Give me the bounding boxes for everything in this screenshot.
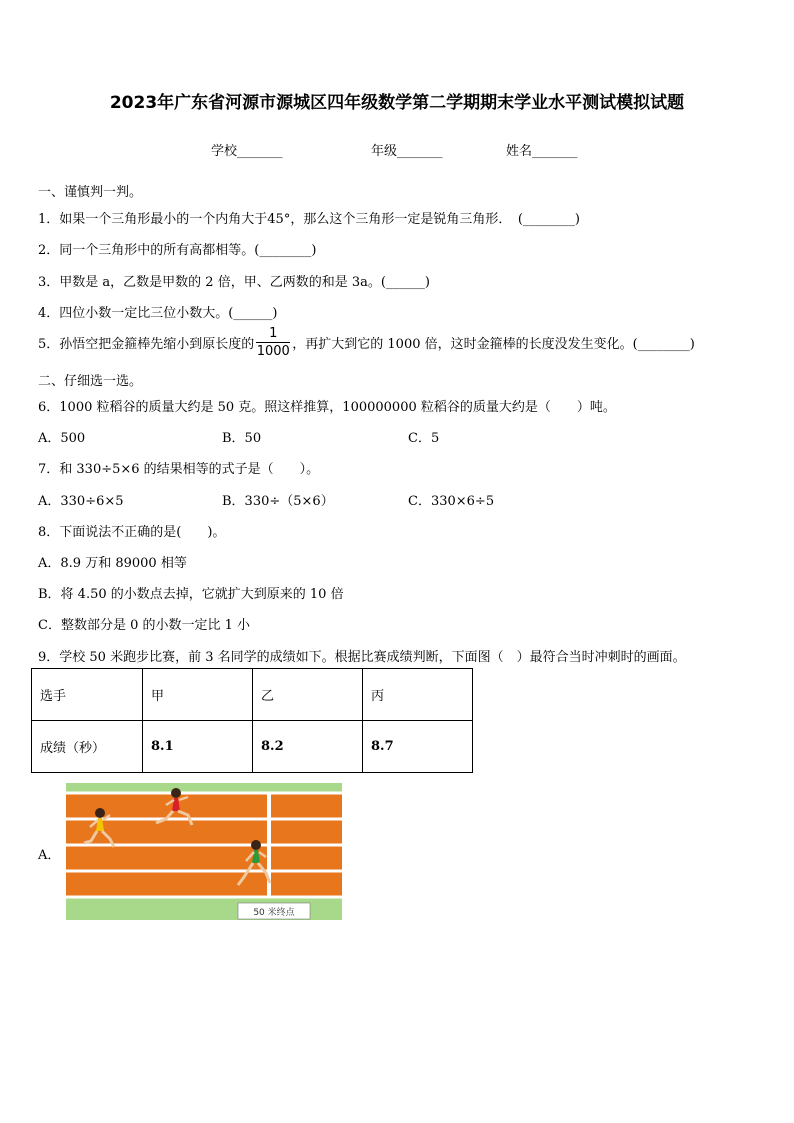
section2-heading: 二、仔细选一选。 (38, 374, 143, 389)
question-5-text-after: ，再扩大到它的 1000 倍，这时金箍棒的长度没发生变化。(________) (292, 337, 695, 352)
table-cell: 8.7 (363, 721, 473, 773)
question-4: 4．四位小数一定比三位小数大。(______) (38, 306, 278, 321)
name-field[interactable]: 姓名_______ (506, 144, 578, 159)
q6-option-b[interactable]: B．50 (222, 431, 262, 446)
question-3: 3．甲数是 a，乙数是甲数的 2 倍，甲、乙两数的和是 3a。(______) (38, 275, 430, 290)
question-5 (38, 327, 695, 358)
question-6: 6．1000 粒稻谷的质量大约是 50 克。照这样推算，100000000 粒稻谷的质量大约是（ ）吨。 (38, 400, 616, 415)
table-cell: 乙 (253, 669, 363, 721)
q8-option-c[interactable]: C．整数部分是 0 的小数一定比 1 小 (38, 618, 251, 633)
q8-option-b[interactable]: B．将 4.50 的小数点去掉，它就扩大到原来的 10 倍 (38, 587, 344, 602)
question-2: 2．同一个三角形中的所有高都相等。(________) (38, 243, 317, 258)
q8-option-a[interactable]: A．8.9 万和 89000 相等 (38, 556, 187, 571)
scores-table (31, 668, 473, 773)
fraction-denominator: 1000 (256, 344, 290, 359)
table-header-row (32, 669, 473, 721)
table-row (32, 721, 473, 773)
question-5-text-before: 5．孙悟空把金箍棒先缩小到原长度的 (38, 337, 255, 352)
fraction (256, 327, 290, 358)
q7-option-b[interactable]: B．330÷（5×6） (222, 494, 334, 509)
grade-field[interactable]: 年级_______ (371, 144, 443, 159)
fraction-numerator: 1 (269, 326, 278, 341)
school-field[interactable]: 学校_______ (211, 144, 283, 159)
page-title: 2023年广东省河源市源城区四年级数学第二学期期末学业水平测试模拟试题 (109, 93, 685, 113)
question-1: 1．如果一个三角形最小的一个内角大于45°，那么这个三角形一定是锐角三角形． (________) (38, 212, 580, 227)
q7-option-a[interactable]: A．330÷6×5 (38, 494, 124, 509)
table-cell: 选手 (32, 669, 143, 721)
running-track-image[interactable] (66, 783, 342, 920)
question-7: 7．和 330÷5×6 的结果相等的式子是（ ）。 (38, 462, 320, 477)
table-cell: 8.2 (253, 721, 363, 773)
q6-option-a[interactable]: A．500 (38, 431, 86, 446)
table-cell: 丙 (363, 669, 473, 721)
q9-option-a-label[interactable]: A． (38, 848, 61, 863)
q7-option-c[interactable]: C．330×6÷5 (408, 494, 495, 509)
table-cell: 甲 (143, 669, 253, 721)
table-cell: 8.1 (143, 721, 253, 773)
question-8: 8．下面说法不正确的是( )。 (38, 525, 226, 540)
question-9: 9．学校 50 米跑步比赛，前 3 名同学的成绩如下。根据比赛成绩判断，下面图（ ）最符合当时冲刺时的画面。 (38, 650, 686, 665)
section1-heading: 一、谨慎判一判。 (38, 185, 143, 200)
q6-option-c[interactable]: C．5 (408, 431, 440, 446)
finish-label: 50 米终点 (253, 908, 295, 918)
table-cell: 成绩（秒） (32, 721, 143, 773)
